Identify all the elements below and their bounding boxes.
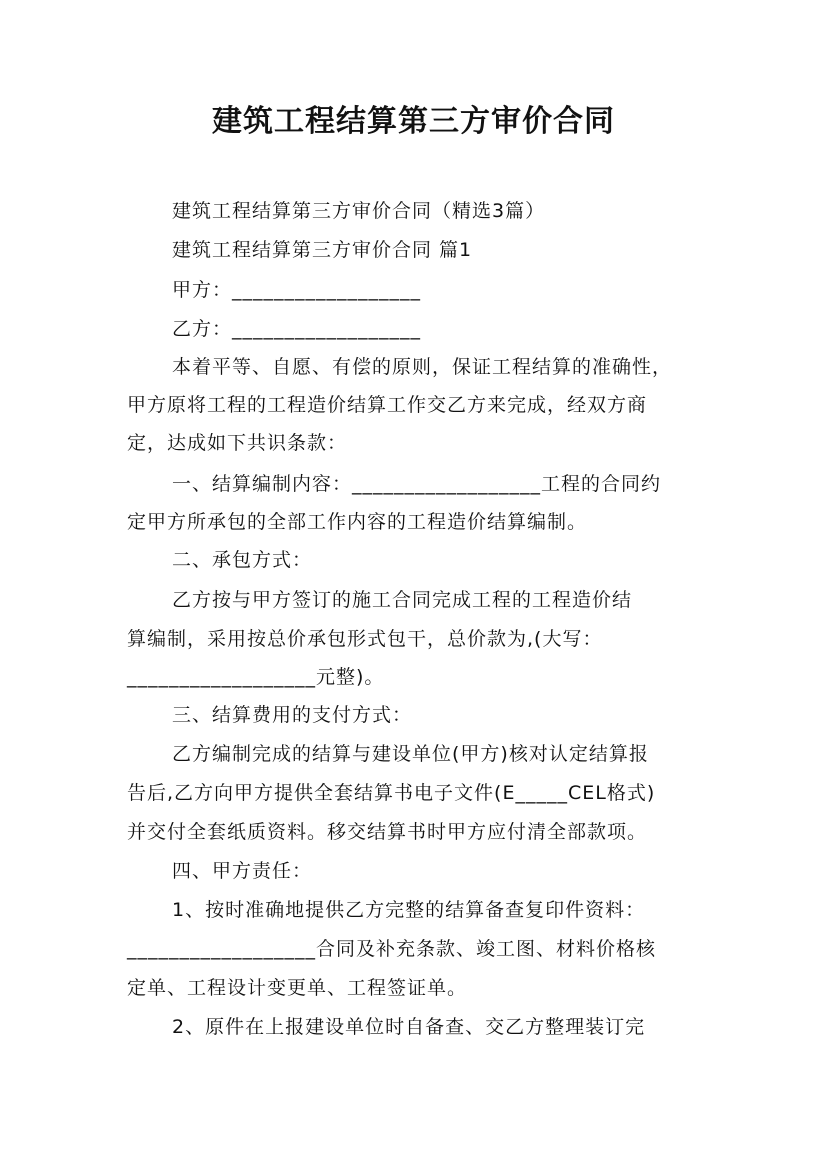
paragraph-line: 并交付全套纸质资料。移交结算书时甲方应付清全部款项。 <box>127 821 648 843</box>
party-a-line: 甲方：__________________ <box>172 279 422 301</box>
section-heading-line: 建筑工程结算第三方审价合同 篇1 <box>172 239 473 261</box>
clause-heading-line: 三、结算费用的支付方式： <box>172 704 413 726</box>
paragraph-line: 乙方编制完成的结算与建设单位(甲方)核对认定结算报 <box>172 743 649 765</box>
subtitle-line: 建筑工程结算第三方审价合同（精选3篇） <box>172 200 546 222</box>
paragraph-line: 定甲方所承包的全部工作内容的工程造价结算编制。 <box>127 511 588 533</box>
document-title: 建筑工程结算第三方审价合同 <box>212 104 615 139</box>
paragraph-line: __________________元整)。 <box>127 666 385 688</box>
party-b-line: 乙方：__________________ <box>172 318 422 340</box>
paragraph-line: 本着平等、自愿、有偿的原则，保证工程结算的准确性， <box>172 356 673 378</box>
paragraph-line: 1、按时准确地提供乙方完整的结算备查复印件资料： <box>172 899 646 921</box>
clause-line: 一、结算编制内容：__________________工程的合同约 <box>172 473 662 495</box>
paragraph-line: 甲方原将工程的工程造价结算工作交乙方来完成，经双方商 <box>127 394 648 416</box>
paragraph-line: 乙方按与甲方签订的施工合同完成工程的工程造价结 <box>172 589 633 611</box>
paragraph-line: __________________合同及补充条款、竣工图、材料价格核 <box>127 938 657 960</box>
paragraph-line: 算编制，采用按总价承包形式包干，总价款为,(大写： <box>127 628 603 650</box>
paragraph-line: 2、原件在上报建设单位时自备查、交乙方整理装订完 <box>172 1016 646 1038</box>
paragraph-line: 告后,乙方向甲方提供全套结算书电子文件(E_____CEL格式) <box>127 782 656 804</box>
paragraph-line: 定，达成如下共识条款： <box>127 432 348 454</box>
paragraph-line: 定单、工程设计变更单、工程签证单。 <box>127 977 468 999</box>
clause-heading-line: 二、承包方式： <box>172 549 313 571</box>
clause-heading-line: 四、甲方责任： <box>172 860 313 882</box>
